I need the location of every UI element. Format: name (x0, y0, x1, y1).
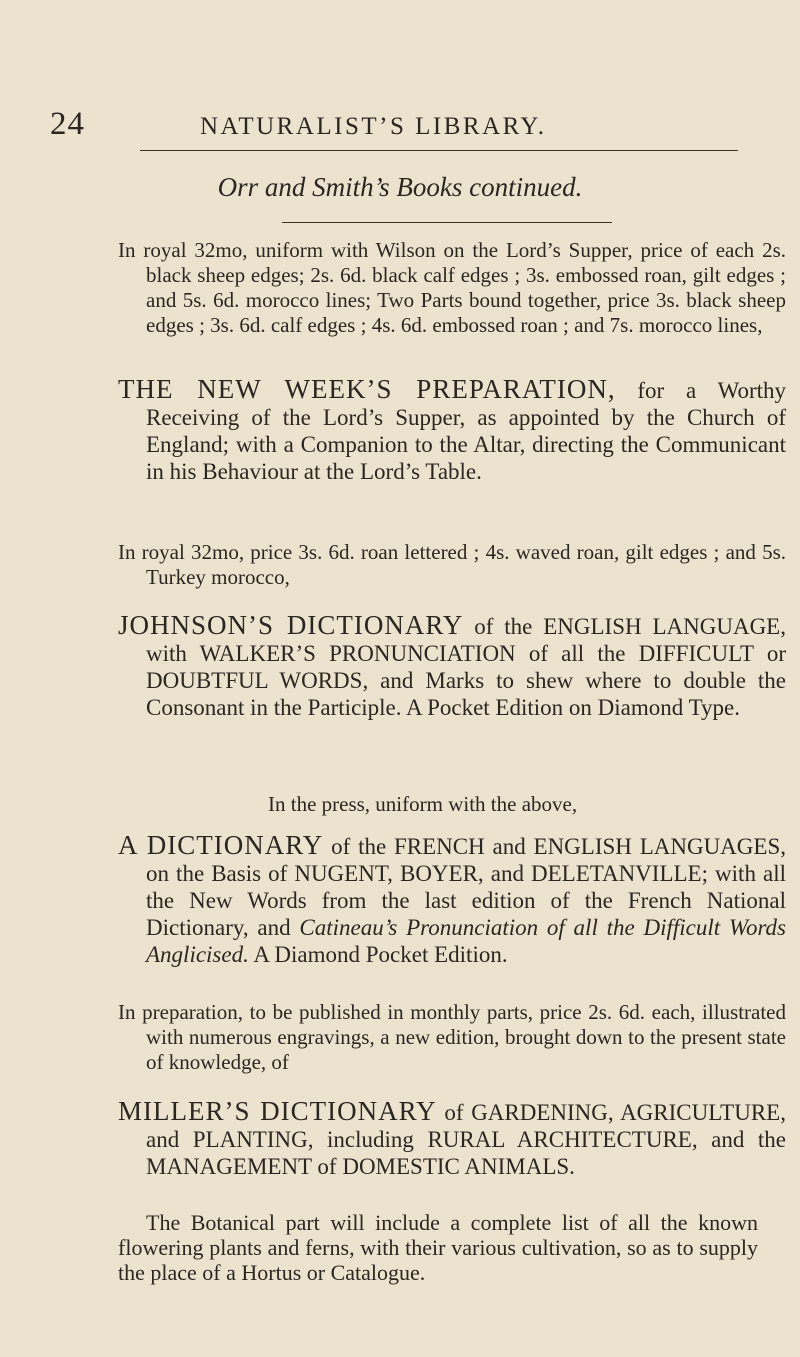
entry-3-tail: A Diamond Pocket Edition. (248, 942, 508, 967)
entry-2-intro: In royal 32mo, price 3s. 6d. roan lettered ; 4s. waved roan, gilt edges ; and 5s. Turkey morocco, (118, 540, 786, 589)
page-header (50, 106, 750, 143)
entry-3-title (118, 832, 786, 968)
entry-3-lead: A DICTIONARY (118, 830, 324, 860)
entry-4-intro: In preparation, to be published in monthly parts, price 2s. 6d. each, illustrated with numerous engravings, a new edition, brought down to the present state of knowledge, of (118, 1000, 786, 1074)
title-rule (282, 222, 612, 223)
section-title: Orr and Smith’s Books continued. (217, 172, 583, 202)
entry-1-title (118, 376, 786, 485)
entry-3-italic: Catineau’s Pronunciation of all the Difficult Words Anglicised. (146, 915, 786, 967)
entry-1-lead: THE NEW WEEK’S PREPARATION, (118, 374, 616, 404)
entry-3-intro: In the press, uniform with the above, (268, 792, 578, 816)
entry-1-intro: In royal 32mo, uniform with Wilson on the Lord’s Supper, price of each 2s. black sheep edges; 2s. 6d. black calf edges ; 3s. embossed roan, gilt edges ; and 5s. 6d. morocco lines; Two Parts bound together, price 3s. black sheep edges ; 3s. 6d. calf edges ; 4s. 6d. embossed roan ; and 7s. morocco lines, (118, 238, 786, 337)
running-head: NATURALIST’S LIBRARY. (200, 113, 547, 140)
header-rule (140, 150, 738, 151)
entry-2-title (118, 612, 786, 721)
entry-2-description: of the ENGLISH LANGUAGE, with WALKER’S PRONUNCIATION of all the DIFFICULT or DOUBTFUL WORDS, and Marks to shew where to double the Consonant in the Participle. A Pocket Edition on Diamond Type. (146, 614, 786, 720)
entry-4-description: of GARDENING, AGRICULTURE, and PLANTING, including RURAL ARCHITECTURE, and the MANAGEMENT of DOMESTIC ANIMALS. (146, 1100, 786, 1179)
entry-4-title (118, 1098, 786, 1180)
entry-1-description: for a Worthy Receiving of the Lord’s Supper, as appointed by the Church of England; with a Companion to the Altar, directing the Communicant in his Behaviour at the Lord’s Table. (146, 378, 786, 484)
entry-4-lead: MILLER’S DICTIONARY (118, 1096, 437, 1126)
entry-2-lead: JOHNSON’S DICTIONARY (118, 610, 464, 640)
entry-4-body: The Botanical part will include a complete list of all the known flowering plants and ferns, with their various cultivation, so as to supply the place of a Hortus or Catalogue. (118, 1210, 758, 1285)
entry-3-description: of the FRENCH and ENGLISH LANGUAGES, on the Basis of NUGENT, BOYER, and DELETANVILLE; with all the New Words from the last edition of the French National Dictionary, and (146, 834, 786, 940)
page-number: 24 (50, 106, 85, 142)
